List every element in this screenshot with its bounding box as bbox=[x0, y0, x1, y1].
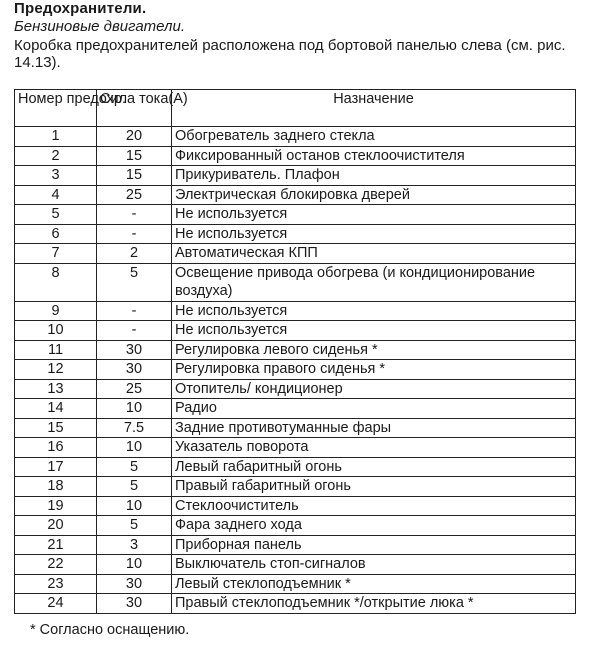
fuse-purpose-cell: Стеклоочиститель bbox=[172, 496, 576, 516]
fuse-purpose-cell: Освещение привода обогрева (и кондиционирование воздуха) bbox=[172, 263, 576, 301]
table-header-row bbox=[15, 90, 576, 127]
table-row bbox=[15, 360, 576, 380]
fuse-number-cell: 17 bbox=[15, 457, 97, 477]
fuse-purpose-cell: Не используется bbox=[172, 301, 576, 321]
fuse-current-cell: 15 bbox=[97, 146, 172, 166]
page-description: Коробка предохранителей расположена под бортовой панелью слева (см. рис. 14.13). bbox=[14, 37, 566, 71]
table-row bbox=[15, 166, 576, 186]
fuse-current-cell: 25 bbox=[97, 185, 172, 205]
fuse-number-cell: 19 bbox=[15, 496, 97, 516]
fuse-purpose-cell: Выключатель стоп-сигналов bbox=[172, 555, 576, 575]
table-row bbox=[15, 127, 576, 147]
fuse-current-cell: - bbox=[97, 321, 172, 341]
table-row bbox=[15, 555, 576, 575]
fuse-number-cell: 14 bbox=[15, 399, 97, 419]
fuse-purpose-cell: Фиксированный останов стеклоочистителя bbox=[172, 146, 576, 166]
table-row bbox=[15, 321, 576, 341]
fuse-purpose-cell: Обогреватель заднего стекла bbox=[172, 127, 576, 147]
fuse-purpose-cell: Указатель поворота bbox=[172, 438, 576, 458]
fuse-number-cell: 4 bbox=[15, 185, 97, 205]
page-header bbox=[14, 0, 584, 71]
fuse-current-cell: 30 bbox=[97, 360, 172, 380]
fuse-current-cell: 10 bbox=[97, 399, 172, 419]
fuse-purpose-cell: Не используется bbox=[172, 224, 576, 244]
fuse-current-cell: 5 bbox=[97, 263, 172, 301]
fuse-number-cell: 15 bbox=[15, 418, 97, 438]
table-row bbox=[15, 477, 576, 497]
fuse-current-cell: 20 bbox=[97, 127, 172, 147]
table-row bbox=[15, 205, 576, 225]
fuse-current-cell: 5 bbox=[97, 516, 172, 536]
fuse-number-cell: 3 bbox=[15, 166, 97, 186]
table-row bbox=[15, 516, 576, 536]
fuse-current-cell: - bbox=[97, 301, 172, 321]
fuse-number-cell: 20 bbox=[15, 516, 97, 536]
fuse-number-cell: 18 bbox=[15, 477, 97, 497]
fuse-current-cell: 30 bbox=[97, 594, 172, 614]
fuse-purpose-cell: Задние противотуманные фары bbox=[172, 418, 576, 438]
fuse-current-cell: 30 bbox=[97, 574, 172, 594]
fuse-current-cell: 10 bbox=[97, 555, 172, 575]
fuse-purpose-cell: Не используется bbox=[172, 205, 576, 225]
fuse-current-cell: 2 bbox=[97, 244, 172, 264]
fuse-purpose-cell: Левый габаритный огонь bbox=[172, 457, 576, 477]
fuse-purpose-cell: Правый габаритный огонь bbox=[172, 477, 576, 497]
fuse-number-cell: 5 bbox=[15, 205, 97, 225]
fuse-number-cell: 23 bbox=[15, 574, 97, 594]
fuse-number-cell: 10 bbox=[15, 321, 97, 341]
footnote: * Согласно оснащению. bbox=[30, 622, 190, 638]
fuse-current-cell: 30 bbox=[97, 340, 172, 360]
fuse-current-cell: 10 bbox=[97, 438, 172, 458]
fuse-current-cell: 5 bbox=[97, 457, 172, 477]
fuse-number-cell: 12 bbox=[15, 360, 97, 380]
fuse-number-cell: 6 bbox=[15, 224, 97, 244]
fuse-purpose-cell: Фара заднего хода bbox=[172, 516, 576, 536]
fuse-purpose-cell: Приборная панель bbox=[172, 535, 576, 555]
fuse-number-cell: 1 bbox=[15, 127, 97, 147]
fuse-current-cell: 10 bbox=[97, 496, 172, 516]
fuse-number-cell: 16 bbox=[15, 438, 97, 458]
fuse-number-cell: 9 bbox=[15, 301, 97, 321]
table-row bbox=[15, 574, 576, 594]
fuse-current-cell: 7.5 bbox=[97, 418, 172, 438]
fuse-number-cell: 24 bbox=[15, 594, 97, 614]
table-row bbox=[15, 535, 576, 555]
table-row bbox=[15, 399, 576, 419]
fuse-current-cell: 3 bbox=[97, 535, 172, 555]
table-row bbox=[15, 438, 576, 458]
fuse-purpose-cell: Отопитель/ кондиционер bbox=[172, 379, 576, 399]
fuse-current-cell: - bbox=[97, 224, 172, 244]
fuse-current-cell: 15 bbox=[97, 166, 172, 186]
fuse-table-body bbox=[15, 127, 576, 614]
table-row bbox=[15, 185, 576, 205]
fuse-number-cell: 7 bbox=[15, 244, 97, 264]
fuse-current-cell: - bbox=[97, 205, 172, 225]
fuse-purpose-cell: Правый стеклоподъемник */открытие люка * bbox=[172, 594, 576, 614]
page-subtitle: Бензиновые двигатели. bbox=[14, 18, 185, 35]
fuse-purpose-cell: Регулировка левого сиденья * bbox=[172, 340, 576, 360]
header-purpose: Назначение bbox=[172, 90, 576, 127]
header-fuse-number: Номер предохр. bbox=[15, 90, 97, 127]
fuse-number-cell: 22 bbox=[15, 555, 97, 575]
fuse-purpose-cell: Радио bbox=[172, 399, 576, 419]
table-row bbox=[15, 379, 576, 399]
table-row bbox=[15, 146, 576, 166]
fuse-current-cell: 25 bbox=[97, 379, 172, 399]
fuse-current-cell: 5 bbox=[97, 477, 172, 497]
fuse-purpose-cell: Электрическая блокировка дверей bbox=[172, 185, 576, 205]
fuse-number-cell: 2 bbox=[15, 146, 97, 166]
table-row bbox=[15, 340, 576, 360]
page-title: Предохранители. bbox=[14, 0, 147, 17]
table-row bbox=[15, 301, 576, 321]
fuse-number-cell: 13 bbox=[15, 379, 97, 399]
fuse-purpose-cell: Прикуриватель. Плафон bbox=[172, 166, 576, 186]
table-row bbox=[15, 594, 576, 614]
fuse-purpose-cell: Не используется bbox=[172, 321, 576, 341]
table-row bbox=[15, 418, 576, 438]
header-current: Сила тока(А) bbox=[97, 90, 172, 127]
fuse-table bbox=[14, 89, 576, 614]
table-row bbox=[15, 457, 576, 477]
fuse-purpose-cell: Левый стеклоподъемник * bbox=[172, 574, 576, 594]
fuse-purpose-cell: Автоматическая КПП bbox=[172, 244, 576, 264]
table-row bbox=[15, 496, 576, 516]
fuse-number-cell: 21 bbox=[15, 535, 97, 555]
table-row bbox=[15, 244, 576, 264]
fuse-purpose-cell: Регулировка правого сиденья * bbox=[172, 360, 576, 380]
fuse-number-cell: 8 bbox=[15, 263, 97, 301]
fuse-number-cell: 11 bbox=[15, 340, 97, 360]
table-row bbox=[15, 224, 576, 244]
table-row bbox=[15, 263, 576, 301]
